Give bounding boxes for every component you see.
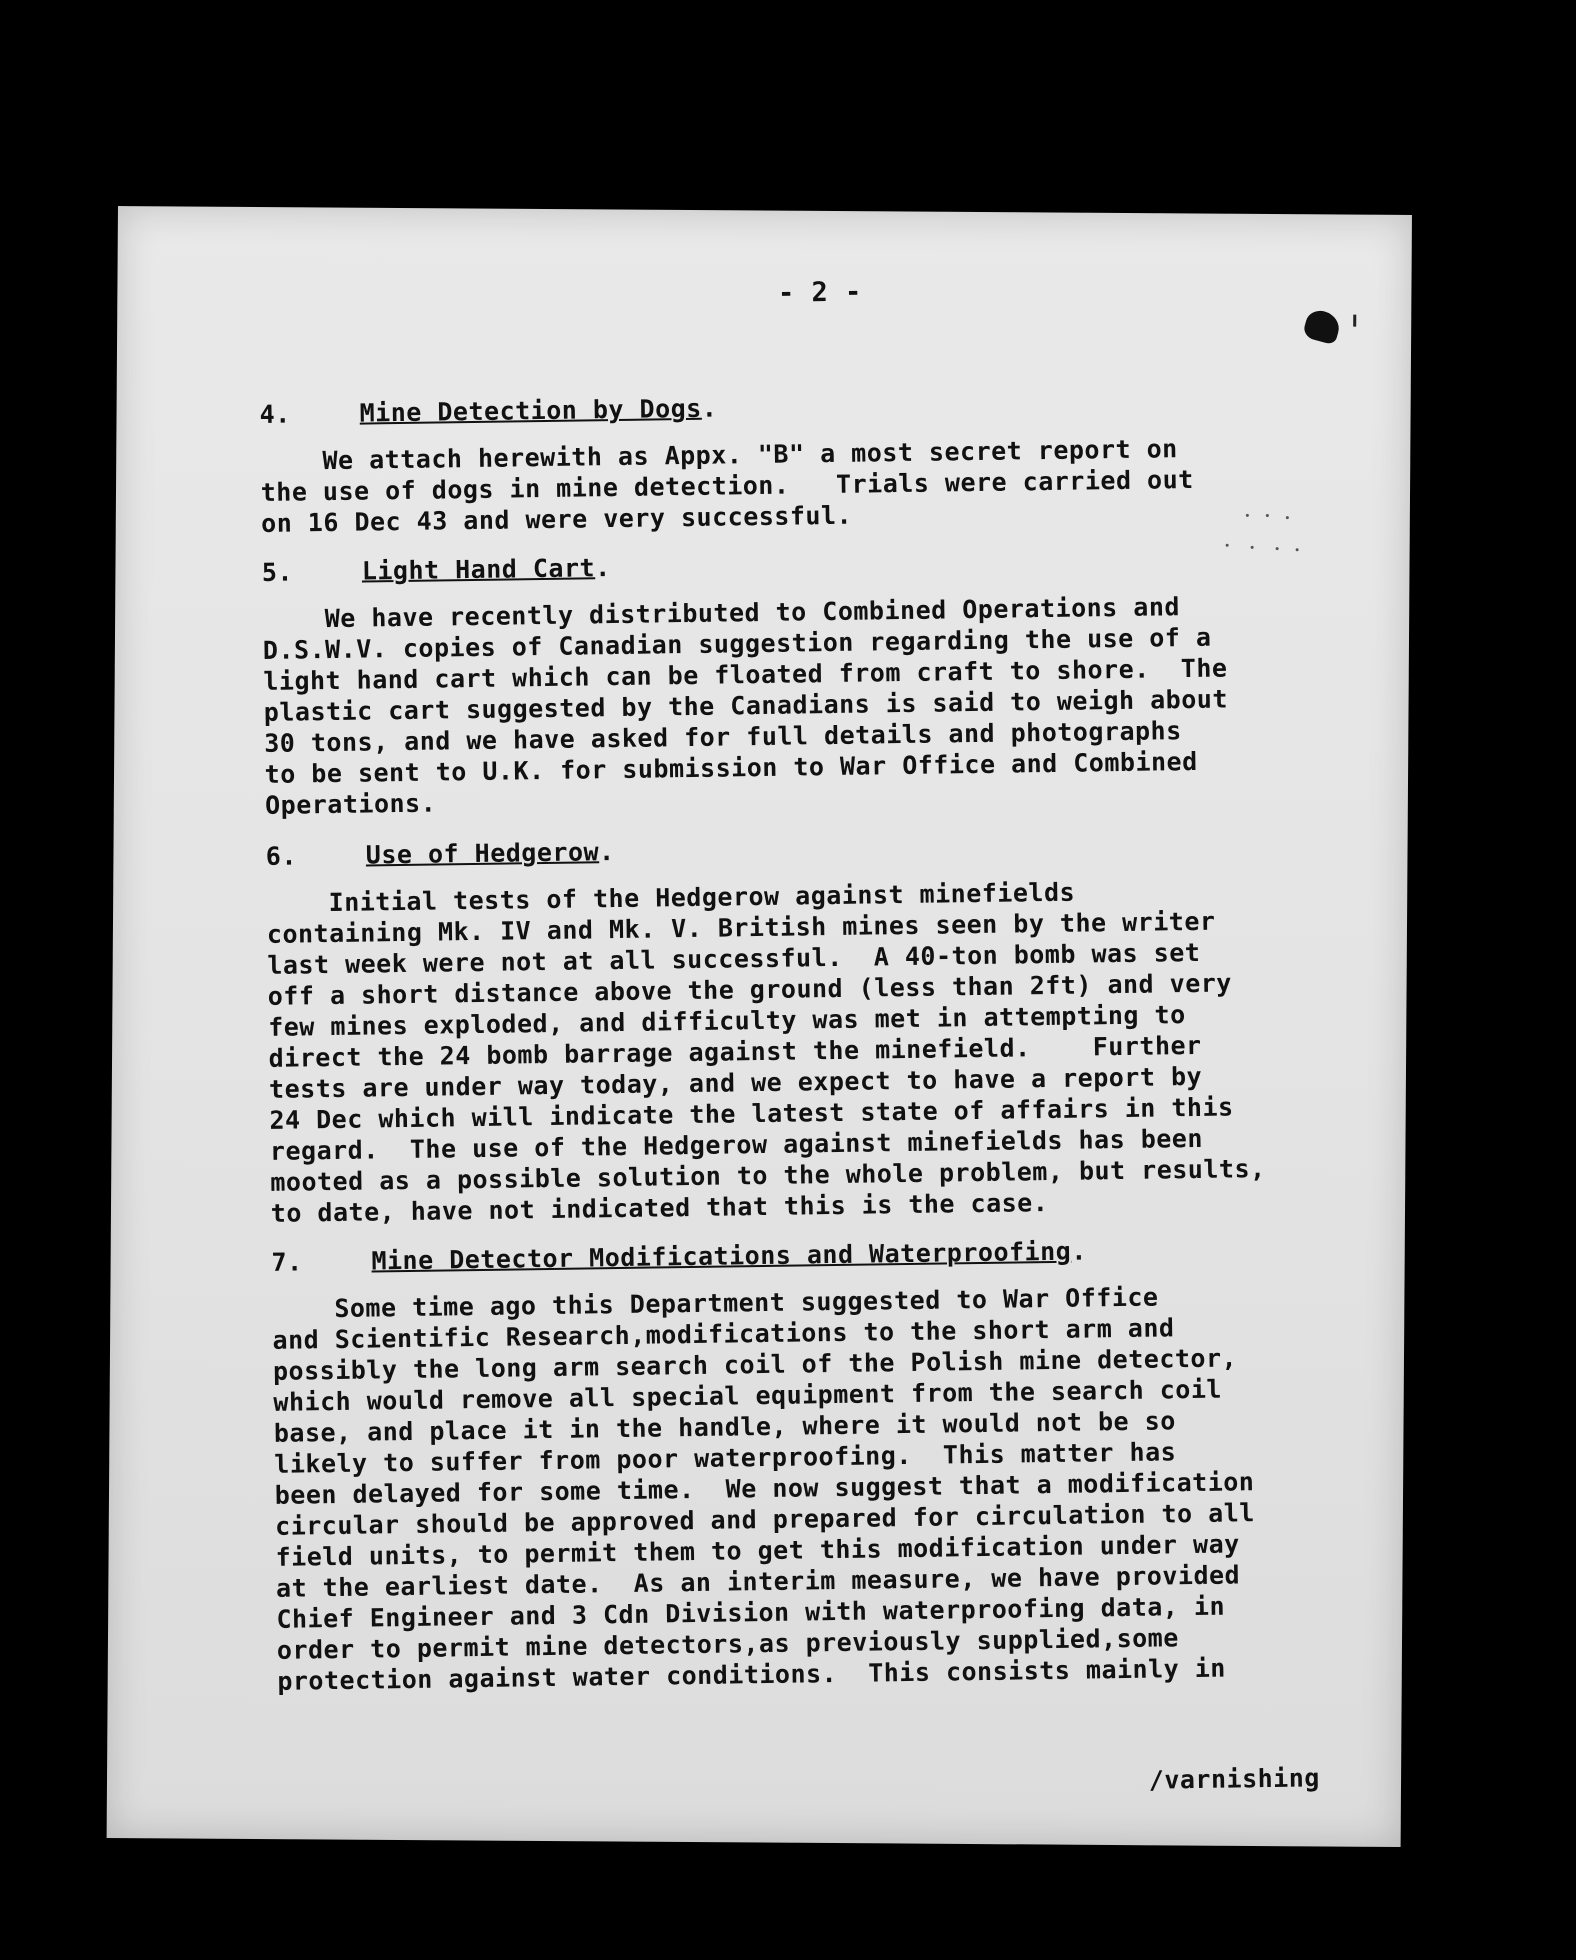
ink-tick-mark [1353, 315, 1356, 327]
text-line: off a short distance above the ground (less than 2ft) and very [267, 968, 1233, 1011]
text-line: possibly the long arm search coil of the Polish mine detector, [272, 1343, 1238, 1386]
text-line: tests are under way today, and we expect to have a report by [268, 1061, 1203, 1104]
section-paragraph [260, 431, 1351, 539]
text-line: been delayed for some time. We now suggest that a modification [274, 1467, 1255, 1510]
section-paragraph [272, 1279, 1368, 1697]
catchword: /varnishing [1148, 1763, 1321, 1795]
paper-sheet [107, 206, 1412, 1847]
section-heading: 5. Light Hand Cart . [261, 553, 611, 587]
section-title: Mine Detector Modifications and Waterproofing [371, 1236, 1072, 1276]
section-heading: 6. Use of Hedgerow . [265, 837, 615, 871]
text-line: circular should be approved and prepared for circulation to all [274, 1498, 1256, 1541]
typed-document [258, 252, 1338, 1795]
text-line: to be sent to U.K. for submission to War Office and Combined [264, 746, 1198, 789]
text-line: the use of dogs in mine detection. Trials were carried out [260, 464, 1194, 507]
text-line: and Scientific Research,modifications to the short arm and [272, 1313, 1175, 1355]
text-line: Some time ago this Department suggested to War Office [271, 1282, 1159, 1324]
text-line: base, and place it in the handle, where it would not be so [273, 1406, 1176, 1448]
text-line: regard. The use of the Hedgerow against minefields has been [269, 1123, 1204, 1166]
text-line: order to permit mine detectors,as previously supplied,some [276, 1623, 1179, 1665]
text-line: protection against water conditions. This consists mainly in [277, 1653, 1227, 1696]
section-number: 7. [271, 1247, 303, 1277]
section-heading: 4. Mine Detection by Dogs . [259, 393, 718, 429]
text-line: Operations. [264, 788, 437, 820]
section-title: Mine Detection by Dogs [359, 393, 702, 428]
text-line: We attach herewith as Appx. "B" a most secret report on [260, 434, 1178, 476]
text-line: direct the 24 bomb barrage against the minefield. Further [268, 1030, 1202, 1073]
ink-blot-mark [1302, 307, 1343, 345]
text-line: D.S.W.V. copies of Canadian suggestion regarding the use of a [262, 622, 1212, 665]
text-line: likely to suffer from poor waterproofing. This matter has [274, 1437, 1177, 1479]
text-line: 24 Dec which will indicate the latest state of affairs in this [269, 1092, 1234, 1135]
text-line: which would remove all special equipment from the search coil [273, 1374, 1223, 1417]
text-line: last week were not at all successful. A 40-ton bomb was set [267, 937, 1201, 980]
section-paragraph [266, 873, 1361, 1229]
text-line: containing Mk. IV and Mk. V. British mines seen by the writer [266, 906, 1216, 949]
section-paragraph [262, 589, 1355, 821]
text-line: light hand cart which can be floated from craft to shore. The [263, 653, 1228, 696]
text-line: field units, to permit them to get this modification under way [275, 1529, 1240, 1572]
text-line: at the earliest date. As an interim measure, we have provided [275, 1560, 1241, 1603]
text-line: We have recently distributed to Combined Operations and [262, 592, 1181, 634]
section-heading: 7. Mine Detector Modifications and Waterproofing . [271, 1236, 1087, 1277]
section-number: 5. [261, 557, 294, 587]
text-line: few mines exploded, and difficulty was met in attempting to [267, 1000, 1186, 1042]
text-line: Chief Engineer and 3 Cdn Division with waterproofing data, in [276, 1591, 1226, 1634]
section-6 [266, 826, 1361, 1229]
text-line: Initial tests of the Hedgerow against minefields [266, 877, 1076, 918]
text-line: mooted as a possible solution to the whole problem, but results, [270, 1153, 1266, 1197]
section-title: Use of Hedgerow [365, 837, 600, 870]
section-7 [271, 1232, 1367, 1697]
section-title: Light Hand Cart [361, 553, 596, 586]
section-number: 6. [265, 841, 298, 871]
section-4 [259, 384, 1351, 539]
text-line: on 16 Dec 43 and were very successful. [260, 500, 853, 538]
text-line: plastic cart suggested by the Canadians is said to weigh about [263, 684, 1229, 727]
text-line: to date, have not indicated that this is the case. [270, 1188, 1049, 1228]
text-line: 30 tons, and we have asked for full details and photographs [264, 716, 1182, 758]
section-5 [262, 542, 1356, 821]
page-number: - 2 - [777, 276, 862, 309]
section-number: 4. [259, 399, 291, 429]
